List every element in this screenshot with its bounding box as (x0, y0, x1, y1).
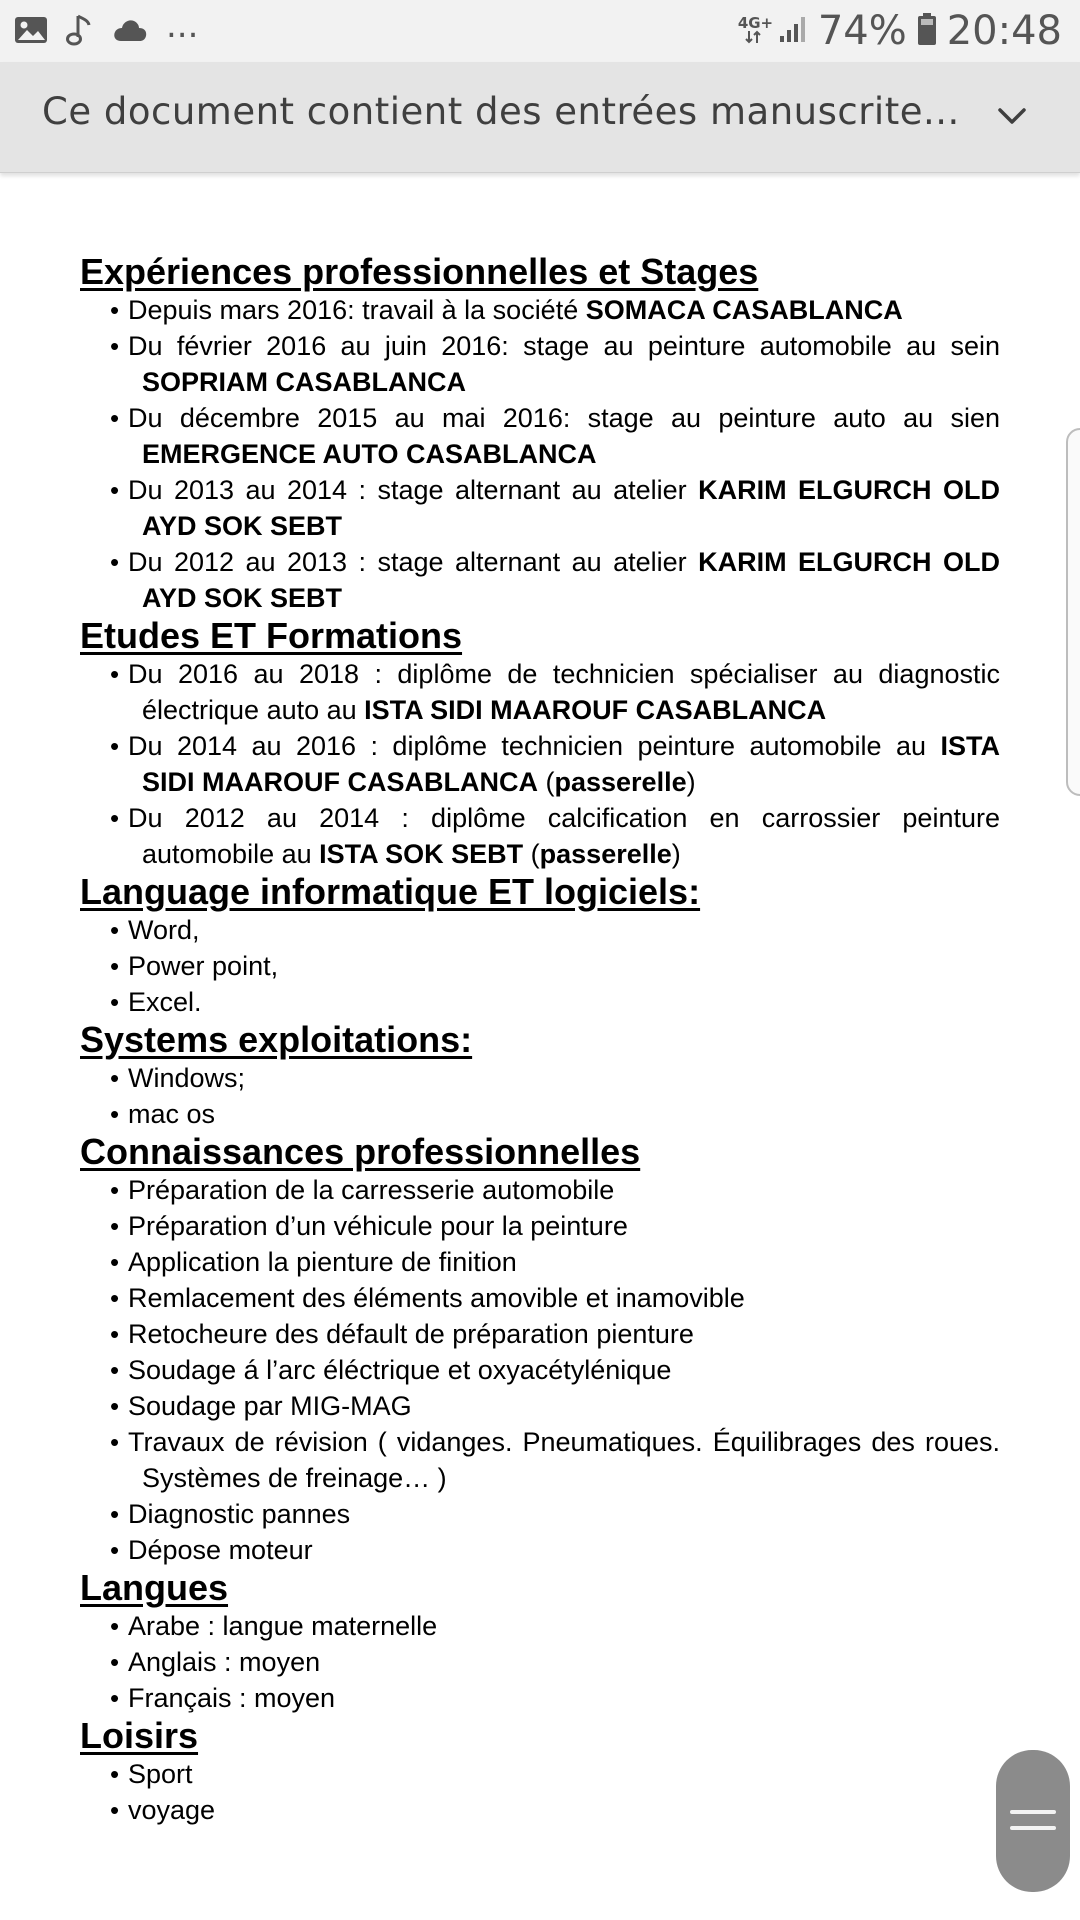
list-item (80, 912, 1000, 948)
item-line (128, 472, 1000, 508)
list-item (80, 1096, 1000, 1132)
list-item (80, 1756, 1000, 1792)
item-line (128, 1608, 1000, 1644)
list-item (80, 1792, 1000, 1828)
bullet: • (110, 1427, 120, 1457)
item-line (128, 984, 1000, 1020)
text-run: Travaux de révision ( vidanges. Pneumatiques. Équilibrages des roues. (128, 1427, 1000, 1457)
chevron-down-icon[interactable] (992, 96, 1032, 136)
bullet: • (110, 1795, 120, 1825)
handwriting-notice-banner[interactable] (0, 62, 1080, 173)
item-line (128, 1644, 1000, 1680)
bold-text: SOMACA CASABLANCA (585, 295, 903, 325)
edge-panel-handle[interactable] (1066, 428, 1080, 796)
item-line (128, 1496, 1000, 1532)
text-run: Application la pienture de finition (128, 1247, 517, 1277)
list-item (80, 1644, 1000, 1680)
section-list (80, 1756, 1000, 1828)
list-item (80, 1424, 1000, 1496)
bullet: • (110, 295, 120, 325)
bullet: • (110, 987, 120, 1017)
section-title: Systems exploitations: (80, 1019, 473, 1060)
item-continuation-line (128, 764, 1000, 800)
text-run: Du 2012 au 2013 : stage alternant au atelier (128, 547, 699, 577)
status-bar-left (14, 6, 199, 54)
list-item (80, 1680, 1000, 1716)
text-run: voyage (128, 1795, 216, 1825)
text-run: Du 2014 au 2016 : diplôme technicien peinture automobile au (128, 731, 941, 761)
item-line (128, 1060, 1000, 1096)
item-line (128, 656, 1000, 692)
signal-icon (778, 14, 808, 49)
text-run: Arabe : langue maternelle (128, 1611, 438, 1641)
text-run: ( (523, 839, 540, 869)
text-run: Word, (128, 915, 200, 945)
list-item (80, 328, 1000, 400)
text-run: Depuis mars 2016: travail à la société (128, 295, 586, 325)
text-run: Power point, (128, 951, 279, 981)
bullet: • (110, 659, 120, 689)
item-line (128, 728, 1000, 764)
bullet: • (110, 1063, 120, 1093)
item-line (128, 1096, 1000, 1132)
item-continuation-line (128, 364, 1000, 400)
item-continuation-line (128, 580, 1000, 616)
section-title: Langues (80, 1567, 229, 1608)
bold-text: AYD SOK SEBT (142, 583, 343, 613)
item-line (128, 1316, 1000, 1352)
text-run: Du 2016 au 2018 : diplôme de technicien spécialiser au diagnostic (128, 659, 1000, 689)
text-run: Sport (128, 1759, 193, 1789)
item-line (128, 1756, 1000, 1792)
cv-document (80, 252, 1000, 1828)
bold-text: EMERGENCE AUTO CASABLANCA (142, 439, 597, 469)
list-item (80, 948, 1000, 984)
list-item (80, 1208, 1000, 1244)
item-continuation-line (128, 1460, 1000, 1496)
text-run: Français : moyen (128, 1683, 336, 1713)
text-run: Du 2013 au 2014 : stage alternant au atelier (128, 475, 699, 505)
text-run: automobile au (142, 839, 320, 869)
list-item (80, 1172, 1000, 1208)
list-item (80, 1532, 1000, 1568)
grip-line (1010, 1810, 1056, 1814)
section-list (80, 656, 1000, 872)
item-line (128, 400, 1000, 436)
network-type-label: 4G+ (737, 14, 774, 32)
bullet: • (110, 1355, 120, 1385)
section-title: Loisirs (80, 1715, 199, 1756)
section-title: Etudes ET Formations (80, 615, 463, 656)
item-line (128, 1424, 1000, 1460)
bullet: • (110, 1499, 120, 1529)
bullet: • (110, 547, 120, 577)
bullet: • (110, 1683, 120, 1713)
bullet: • (110, 731, 120, 761)
bold-text: ISTA SIDI MAAROUF CASABLANCA (364, 695, 827, 725)
section-list (80, 1608, 1000, 1716)
bullet: • (110, 1647, 120, 1677)
list-item (80, 292, 1000, 328)
list-item (80, 472, 1000, 544)
bullet: • (110, 1283, 120, 1313)
list-item (80, 800, 1000, 872)
text-run: Windows; (128, 1063, 246, 1093)
item-continuation-line (128, 436, 1000, 472)
bold-text: AYD SOK SEBT (142, 511, 343, 541)
item-line (128, 1280, 1000, 1316)
list-item (80, 1352, 1000, 1388)
bullet: • (110, 1535, 120, 1565)
section-list (80, 912, 1000, 1020)
item-line (128, 1172, 1000, 1208)
list-item (80, 984, 1000, 1020)
bullet: • (110, 1099, 120, 1129)
section-list (80, 292, 1000, 616)
bullet: • (110, 403, 120, 433)
item-continuation-line (128, 836, 1000, 872)
bold-text: KARIM ELGURCH OLD (698, 547, 1000, 577)
list-item (80, 1608, 1000, 1644)
image-icon (14, 15, 48, 50)
bullet: • (110, 331, 120, 361)
item-line (128, 1680, 1000, 1716)
item-line (128, 1352, 1000, 1388)
text-run: Excel. (128, 987, 202, 1017)
bullet: • (110, 1319, 120, 1349)
list-item (80, 656, 1000, 728)
bold-text: passerelle (539, 839, 672, 869)
item-line (128, 1208, 1000, 1244)
item-line (128, 544, 1000, 580)
text-run: électrique auto au (142, 695, 365, 725)
list-item (80, 1388, 1000, 1424)
list-item (80, 1060, 1000, 1096)
text-run: Remlacement des éléments amovible et inamovible (128, 1283, 745, 1313)
section-title: Language informatique ET logiciels: (80, 871, 701, 912)
text-run: ) (671, 839, 681, 869)
bullet: • (110, 1211, 120, 1241)
text-run: Dépose moteur (128, 1535, 313, 1565)
bold-text: SOPRIAM CASABLANCA (142, 367, 466, 397)
text-run: ) (686, 767, 696, 797)
bullet: • (110, 951, 120, 981)
music-note-icon (66, 13, 94, 52)
status-bar-right (738, 8, 1062, 54)
banner-message: Ce document contient des entrées manuscrite... (42, 90, 960, 133)
section-title: Expériences professionnelles et Stages (80, 251, 759, 292)
text-run: mac os (128, 1099, 216, 1129)
list-item (80, 1316, 1000, 1352)
bullet: • (110, 1759, 120, 1789)
cloud-icon (112, 17, 148, 48)
battery-icon (917, 12, 937, 51)
item-line (128, 292, 1000, 328)
bullet: • (110, 1391, 120, 1421)
text-run: Soudage á l’arc éléctrique et oxyacétylénique (128, 1355, 672, 1385)
list-item (80, 544, 1000, 616)
item-continuation-line (128, 508, 1000, 544)
bullet: • (110, 475, 120, 505)
text-run: Du février 2016 au juin 2016: stage au peinture automobile au sein (128, 331, 1000, 361)
text-run: ( (537, 767, 555, 797)
text-run: Du 2012 au 2014 : diplôme calcification en carrossier peinture (128, 803, 1000, 833)
fast-scroll-thumb[interactable] (996, 1750, 1070, 1892)
bold-text: passerelle (554, 767, 687, 797)
text-run: Retocheure des défault de préparation pienture (128, 1319, 694, 1349)
grip-line (1010, 1826, 1056, 1830)
bullet: • (110, 1175, 120, 1205)
list-item (80, 400, 1000, 472)
text-run: Soudage par MIG-MAG (128, 1391, 412, 1421)
clock: 20:48 (946, 8, 1062, 54)
list-item (80, 1280, 1000, 1316)
item-line (128, 948, 1000, 984)
bold-text: ISTA SOK SEBT (319, 839, 524, 869)
item-line (128, 800, 1000, 836)
item-line (128, 1532, 1000, 1568)
bullet: • (110, 1611, 120, 1641)
text-run: Systèmes de freinage… ) (142, 1463, 447, 1493)
bold-text: ISTA (940, 731, 1000, 761)
item-line (128, 1388, 1000, 1424)
section-list (80, 1172, 1000, 1568)
text-run: Diagnostic pannes (128, 1499, 351, 1529)
text-run: Préparation d’un véhicule pour la peinture (128, 1211, 628, 1241)
bullet: • (110, 803, 120, 833)
item-line (128, 1792, 1000, 1828)
text-run: Du décembre 2015 au mai 2016: stage au peinture auto au sien (128, 403, 1000, 433)
bullet: • (110, 1247, 120, 1277)
bullet: • (110, 915, 120, 945)
item-line (128, 912, 1000, 948)
network-type (737, 14, 774, 46)
section-list (80, 1060, 1000, 1132)
list-item (80, 1244, 1000, 1280)
section-title: Connaissances professionnelles (80, 1131, 641, 1172)
text-run: Anglais : moyen (128, 1647, 321, 1677)
list-item (80, 1496, 1000, 1532)
list-item (80, 728, 1000, 800)
bold-text: KARIM ELGURCH OLD (698, 475, 1000, 505)
battery-percent: 74% (817, 8, 907, 54)
bold-text: SIDI MAAROUF CASABLANCA (142, 767, 538, 797)
item-line (128, 1244, 1000, 1280)
text-run: Préparation de la carresserie automobile (128, 1175, 615, 1205)
status-bar (0, 0, 1080, 62)
item-continuation-line (128, 692, 1000, 728)
overflow-indicator: ... (166, 6, 199, 46)
item-line (128, 328, 1000, 364)
